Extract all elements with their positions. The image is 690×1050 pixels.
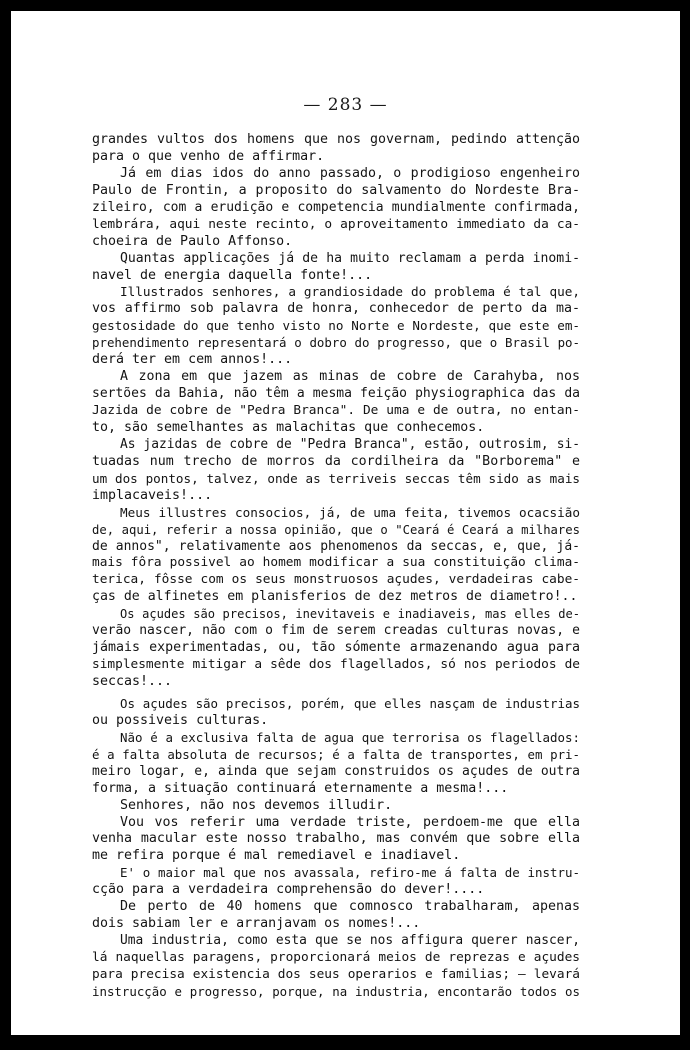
text-line: simplesmente mitigar a sêde dos flagellados, só nos periodos de (92, 657, 580, 673)
text-line: Quantas applicações já de ha muito reclamam a perda inomi- (120, 250, 580, 266)
text-line: ças de alfinetes em planisferios de dez metros de diametro!.. (92, 589, 578, 605)
text-line: um dos pontos, talvez, onde as terriveis seccas têm sido as mais (92, 470, 580, 486)
text-line: para o que venho de affirmar. (92, 148, 325, 164)
text-line: navel de energia daquella fonte!... (92, 267, 373, 283)
text-line: E' o maior mal que nos avassala, refiro-me á falta de instru- (120, 865, 580, 881)
text-line: verão nascer, não com o fim de serem creadas culturas novas, e (92, 623, 580, 639)
paragraph (92, 899, 580, 933)
paragraph (92, 730, 580, 798)
text-line: sertões da Bahia, não têm a mesma feição physiographica das da (92, 386, 580, 402)
paragraph (92, 251, 580, 285)
text-line: ou possiveis culturas. (92, 712, 269, 728)
text-line: grandes vultos dos homens que nos governam, pedindo attenção (92, 132, 580, 147)
text-line: Senhores, não nos devemos illudir. (120, 797, 393, 813)
text-line: Os açudes são precisos, inevitaveis e inadiaveis, mas elles de- (120, 607, 580, 622)
text-line: vos affirmo sob palavra de honra, conhecedor de perto da ma- (92, 301, 580, 317)
text-line: prehendimento representará o dobro do progresso, que o Brasil po- (92, 335, 580, 351)
text-line: Os açudes são precisos, porém, que elles nasçam de industrias (120, 695, 580, 711)
text-line: gestosidade do que tenho visto no Norte e Nordeste, que este em- (92, 318, 580, 334)
text-line: Vou vos referir uma verdade triste, perdoem-me que ella (120, 814, 580, 830)
text-line: forma, a situação continuará eternamente a mesma!... (92, 780, 509, 796)
text-line: é a falta absoluta de recursos; é a falta de transportes, em pri- (92, 746, 580, 762)
paragraph (92, 933, 580, 1001)
text-line: choeira de Paulo Affonso. (92, 233, 293, 249)
text-line: de, aqui, referir a nossa opinião, que o "Ceará é Ceará a milhares (92, 522, 580, 537)
body-text (92, 132, 580, 1001)
text-line: derá ter em cem annos!... (92, 352, 293, 368)
text-line: Não é a exclusiva falta de agua que terrorisa os flagellados: (120, 729, 580, 745)
text-line: Uma industria, como esta que se nos affigura querer nascer, (120, 933, 580, 949)
text-line: me refira porque é mal remediavel e inadiavel. (92, 848, 461, 864)
text-line: tuadas num trecho de morros da cordilheira da "Borborema" e (92, 453, 580, 469)
text-line: mais fôra possivel ao homem modificar a sua constituição clima- (92, 555, 580, 571)
paragraph (92, 865, 580, 899)
text-line: seccas!... (92, 674, 173, 689)
text-line: terica, fôsse com os seus monstruosos açudes, verdadeiras cabe- (92, 572, 580, 588)
text-line: para precisa existencia dos seus operarios e familias; — levará (92, 966, 580, 982)
paragraph (92, 696, 580, 730)
text-line: Já em dias idos do anno passado, o prodigioso engenheiro (120, 165, 580, 181)
page-number: — 283 — (303, 95, 388, 115)
paragraph (92, 132, 580, 166)
paragraph (92, 437, 580, 505)
text-line: venha macular este nosso trabalho, mas convém que sobre ella (92, 831, 580, 847)
text-line: cção para a verdadeira comprehensão do dever!.... (92, 882, 485, 898)
text-line: A zona em que jazem as minas de cobre de Carahyba, nos (120, 369, 580, 385)
paragraph (92, 815, 580, 866)
text-line: lembrára, aqui neste recinto, o aproveitamento immediato da ca- (92, 216, 580, 232)
text-line: Jazida de cobre de "Pedra Branca". De uma e de outra, no entan- (92, 403, 580, 418)
text-line: zileiro, com a erudição e competencia mundialmente confirmada, (92, 199, 580, 215)
text-line: Meus illustres consocios, já, de uma feita, tivemos ocacsião (120, 504, 580, 520)
text-line: lá naquellas paragens, proporcionará meios de reprezas e açudes (92, 950, 580, 965)
document-page (11, 11, 680, 1035)
text-line: dois sabiam ler e arranjavam os nomes!... (92, 916, 421, 932)
text-line: jámais experimentadas, ou, tão sómente armazenando agua para (92, 640, 580, 656)
paragraph (92, 369, 580, 437)
paragraph (92, 798, 580, 815)
text-line: As jazidas de cobre de "Pedra Branca", estão, outrosim, si- (120, 436, 580, 452)
text-line: De perto de 40 homens que comnosco trabalharam, apenas (120, 899, 580, 915)
paragraph (92, 505, 580, 607)
text-line: to, são semelhantes as malachitas que conhecemos. (92, 419, 485, 435)
text-line: instrucção e progresso, porque, na industria, encontarão todos os (92, 983, 580, 999)
paragraph (92, 284, 580, 369)
text-line: Illustrados senhores, a grandiosidade do problema é tal que, (120, 284, 580, 300)
text-line: implacaveis!... (92, 487, 213, 503)
paragraph (92, 606, 580, 691)
text-line: meiro logar, e, ainda que sejam construidos os açudes de outra (92, 763, 580, 779)
text-line: Paulo de Frontin, a proposito do salvamento do Nordeste Bra- (92, 182, 580, 198)
text-line: de annos", relativamente aos phenomenos da seccas, e, que, já- (92, 538, 580, 554)
paragraph (92, 166, 580, 251)
